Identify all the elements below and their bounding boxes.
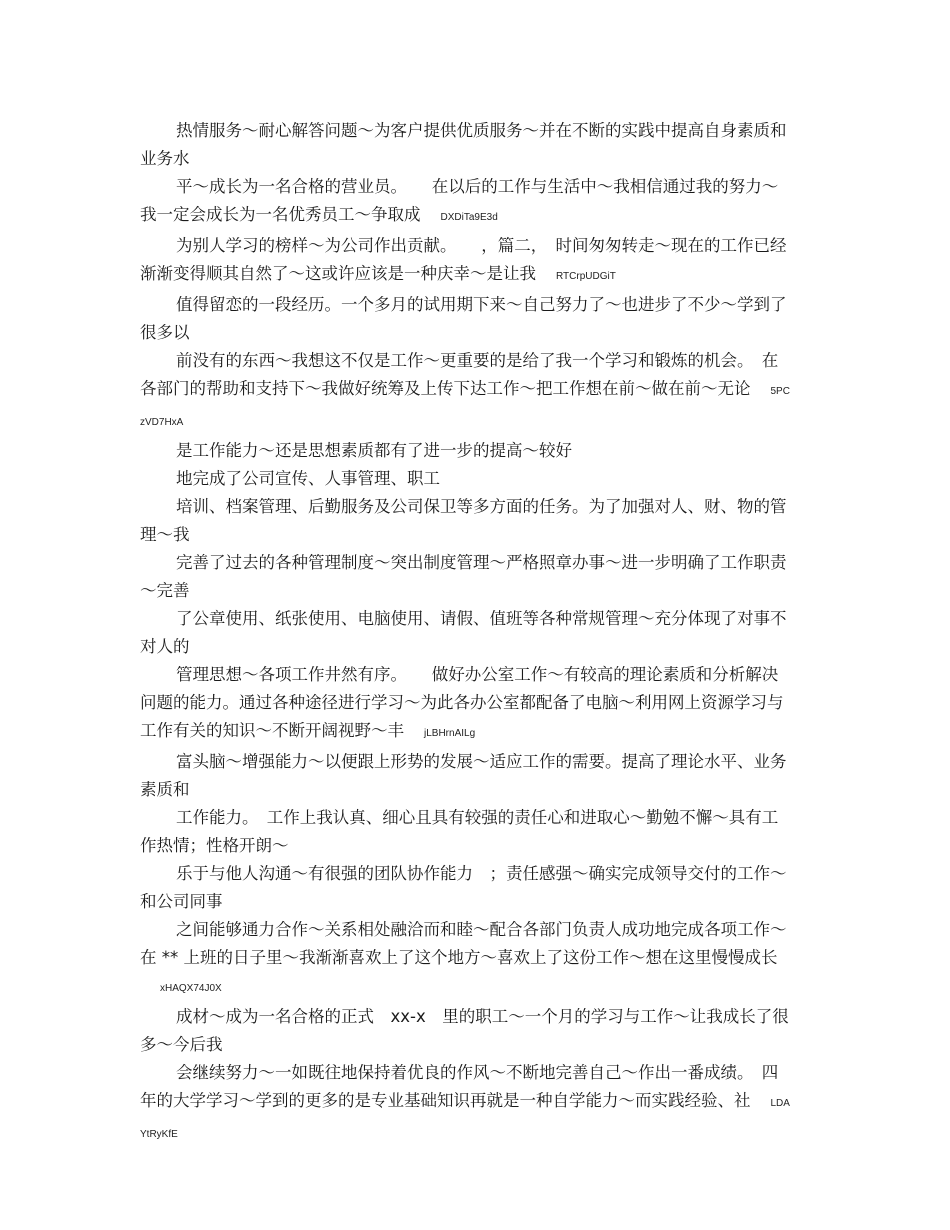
- paragraph-code: xHAQX74J0X: [160, 983, 222, 994]
- paragraph-code: jLBHrnAILg: [424, 728, 476, 739]
- paragraph-code: LDAYtRyKfE: [140, 1098, 790, 1140]
- paragraph-text: 是工作能力～还是思想素质都有了进一步的提高～较好: [176, 441, 572, 460]
- paragraph-text: 成材～成为一名合格的正式 xx-x 里的职工～一个月的学习与工作～让我成长了很多～今后我: [140, 1007, 789, 1054]
- paragraph-text: 平～成长为一名合格的营业员。 在以后的工作与生活中～我相信通过我的努力～我一定会成长为一名优秀员工～争取成: [140, 177, 779, 224]
- paragraph-text: 完善了过去的各种管理制度～突出制度管理～严格照章办事～进一步明确了工作职责～完善: [140, 553, 787, 600]
- paragraph: [140, 860, 790, 916]
- paragraph: [140, 605, 790, 661]
- paragraph: [140, 291, 790, 347]
- paragraph: [140, 549, 790, 605]
- paragraph-text: 富头脑～增强能力～以便跟上形势的发展～适应工作的需要。提高了理论水平、业务素质和: [140, 752, 787, 799]
- paragraph: [140, 661, 790, 748]
- paragraph-text: 热情服务～耐心解答问题～为客户提供优质服务～并在不断的实践中提高自身素质和业务水: [140, 121, 787, 168]
- paragraph: [140, 232, 790, 291]
- paragraph: [140, 437, 790, 465]
- paragraph: [140, 748, 790, 804]
- paragraph: [140, 347, 790, 437]
- paragraph-text: 之间能够通力合作～关系相处融洽而和睦～配合各部门负责人成功地完成各项工作～在 ** 上班的日子里～我渐渐喜欢上了这个地方～喜欢上了这份工作～想在这里慢慢成长: [140, 920, 787, 967]
- paragraph-text: 了公章使用、纸张使用、电脑使用、请假、值班等各种常规管理～充分体现了对事不对人的: [140, 609, 787, 656]
- paragraph-text: 值得留恋的一段经历。一个多月的试用期下来～自己努力了～也进步了不少～学到了很多以: [140, 295, 787, 342]
- paragraph-text: 乐于与他人沟通～有很强的团队协作能力 ；责任感强～确实完成领导交付的工作～和公司同事: [140, 864, 787, 911]
- paragraph: [140, 1059, 790, 1149]
- paragraph-code: 5PCzVD7HxA: [140, 386, 790, 428]
- paragraph-code: DXDiTa9E3d: [440, 212, 498, 223]
- paragraph: [140, 1003, 790, 1059]
- paragraph: [140, 916, 790, 1003]
- paragraph: [140, 804, 790, 860]
- paragraph: [140, 465, 790, 493]
- paragraph: [140, 117, 790, 173]
- paragraph-text: 地完成了公司宣传、人事管理、职工: [176, 469, 440, 488]
- document-body: [140, 117, 790, 1149]
- paragraph-text: 工作能力。 工作上我认真、细心且具有较强的责任心和进取心～勤勉不懈～具有工作热情；性格开朗～: [140, 808, 779, 855]
- paragraph-text: 为别人学习的榜样～为公司作出贡献。 ，篇二， 时间匆匆转走～现在的工作已经渐渐变得顺其自然了～这或许应该是一种庆幸～是让我: [140, 236, 787, 283]
- paragraph-code: RTCrpUDGiT: [556, 271, 616, 282]
- paragraph: [140, 173, 790, 232]
- paragraph: [140, 493, 790, 549]
- paragraph-text: 会继续努力～一如既往地保持着优良的作风～不断地完善自己～作出一番成绩。 四年的大学学习～学到的更多的是专业基础知识再就是一种自学能力～而实践经验、社: [140, 1063, 779, 1110]
- paragraph-text: 培训、档案管理、后勤服务及公司保卫等多方面的任务。为了加强对人、财、物的管理～我: [140, 497, 787, 544]
- paragraph-text: 前没有的东西～我想这不仅是工作～更重要的是给了我一个学习和锻炼的机会。 在各部门的帮助和支持下～我做好统筹及上传下达工作～把工作想在前～做在前～无论: [140, 351, 779, 398]
- paragraph-text: 管理思想～各项工作井然有序。 做好办公室工作～有较高的理论素质和分析解决问题的能力。通过各种途径进行学习～为此各办公室都配备了电脑～利用网上资源学习与工作有关的知识～不断开阔视野～丰: [140, 665, 784, 740]
